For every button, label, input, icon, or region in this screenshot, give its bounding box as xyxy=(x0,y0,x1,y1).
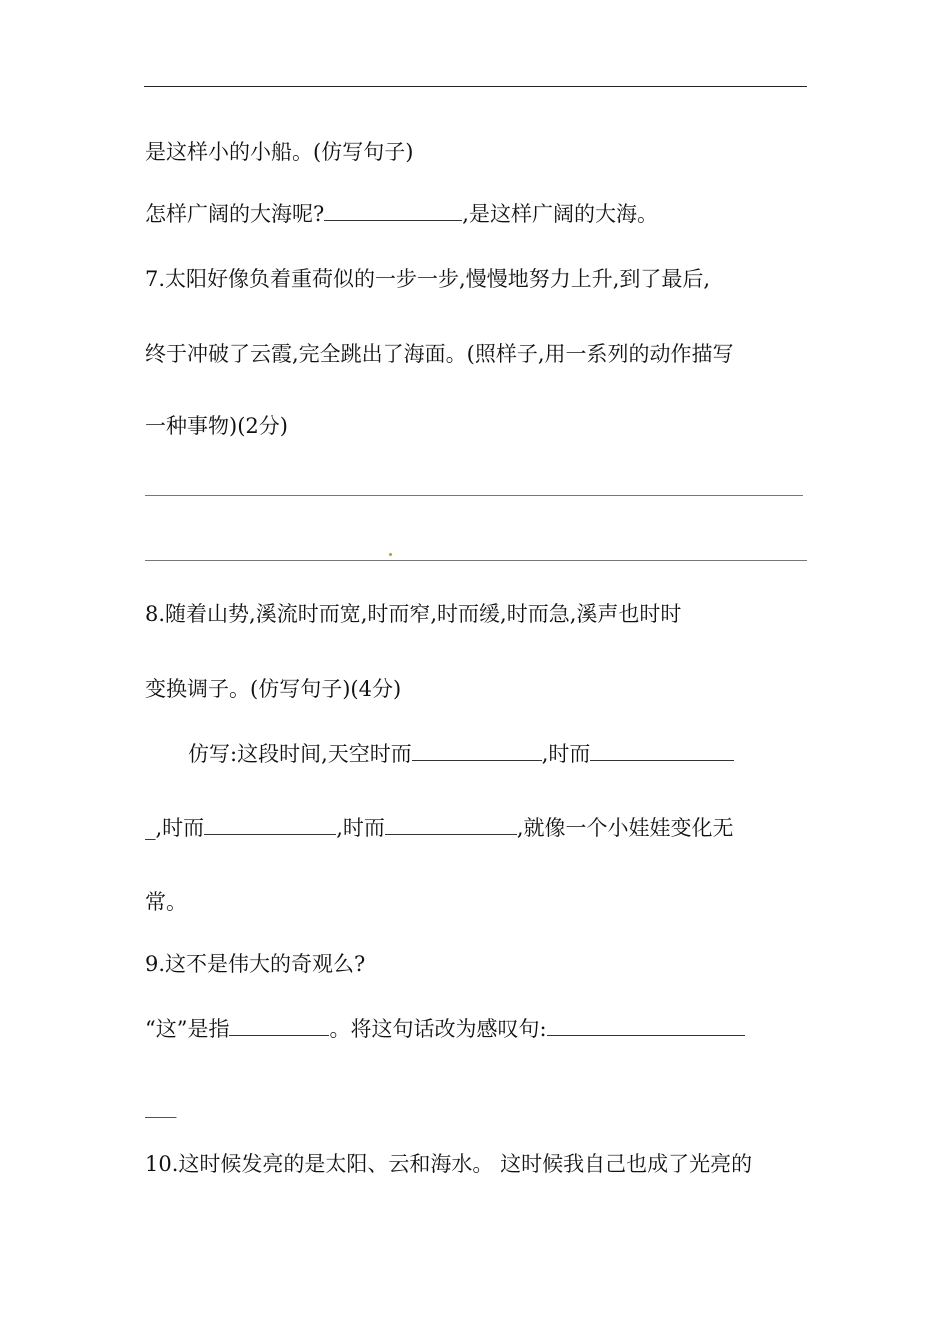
stray-dot xyxy=(389,553,392,556)
blank-field[interactable] xyxy=(204,816,336,835)
q9-line-2 xyxy=(145,1015,745,1043)
imitation-mid: ,时而 xyxy=(541,742,591,766)
q9-refer: “这”是指 xyxy=(145,1017,230,1041)
q8-line-1: 8.随着山势,溪流时而宽,时而窄,时而缓,时而急,溪声也时时 xyxy=(145,602,682,626)
answer-line-2[interactable] xyxy=(145,560,807,561)
q9-line-1: 9.这不是伟大的奇观么? xyxy=(145,952,366,976)
header-rule xyxy=(144,86,807,87)
q7-line-2: 终于冲破了云霞,完全跳出了海面。(照样子,用一系列的动作描写 xyxy=(145,342,734,366)
blank-field[interactable] xyxy=(229,1017,329,1036)
imitation-cont: _,时而 xyxy=(145,816,205,840)
answer-line-1[interactable] xyxy=(145,495,803,496)
q8-line-4 xyxy=(145,814,734,842)
sentence-start: 怎样广阔的大海呢? xyxy=(145,202,325,226)
q8-line-3 xyxy=(188,740,734,768)
imitation-cont-2: ,时而 xyxy=(336,816,385,840)
imitation-start: 仿写:这段时间,天空时而 xyxy=(188,742,412,766)
q10-line-1: 10.这时候发亮的是太阳、云和海水。 这时候我自己也成了光亮的 xyxy=(145,1152,753,1176)
blank-field[interactable] xyxy=(385,816,517,835)
sentence-end: ,是这样广阔的大海。 xyxy=(462,202,658,226)
q8-line-5: 常。 xyxy=(145,890,187,914)
q8-line-2: 变换调子。(仿写句子)(4分) xyxy=(145,677,402,701)
blank-field[interactable] xyxy=(547,1017,745,1036)
q6-sentence xyxy=(145,200,658,228)
q7-line-3: 一种事物)(2分) xyxy=(145,414,288,438)
blank-field[interactable] xyxy=(590,742,734,761)
blank-field[interactable] xyxy=(412,742,542,761)
q7-line-1: 7.太阳好像负着重荷似的一步一步,慢慢地努力上升,到了最后, xyxy=(145,267,711,291)
q9-line-3: ___ xyxy=(145,1094,177,1118)
q9-exclaim: 。将这句话改为感叹句: xyxy=(329,1017,547,1041)
blank-field[interactable] xyxy=(324,202,462,221)
text-line: 是这样小的小船。(仿写句子) xyxy=(145,140,414,164)
imitation-end: ,就像一个小娃娃变化无 xyxy=(516,816,734,840)
